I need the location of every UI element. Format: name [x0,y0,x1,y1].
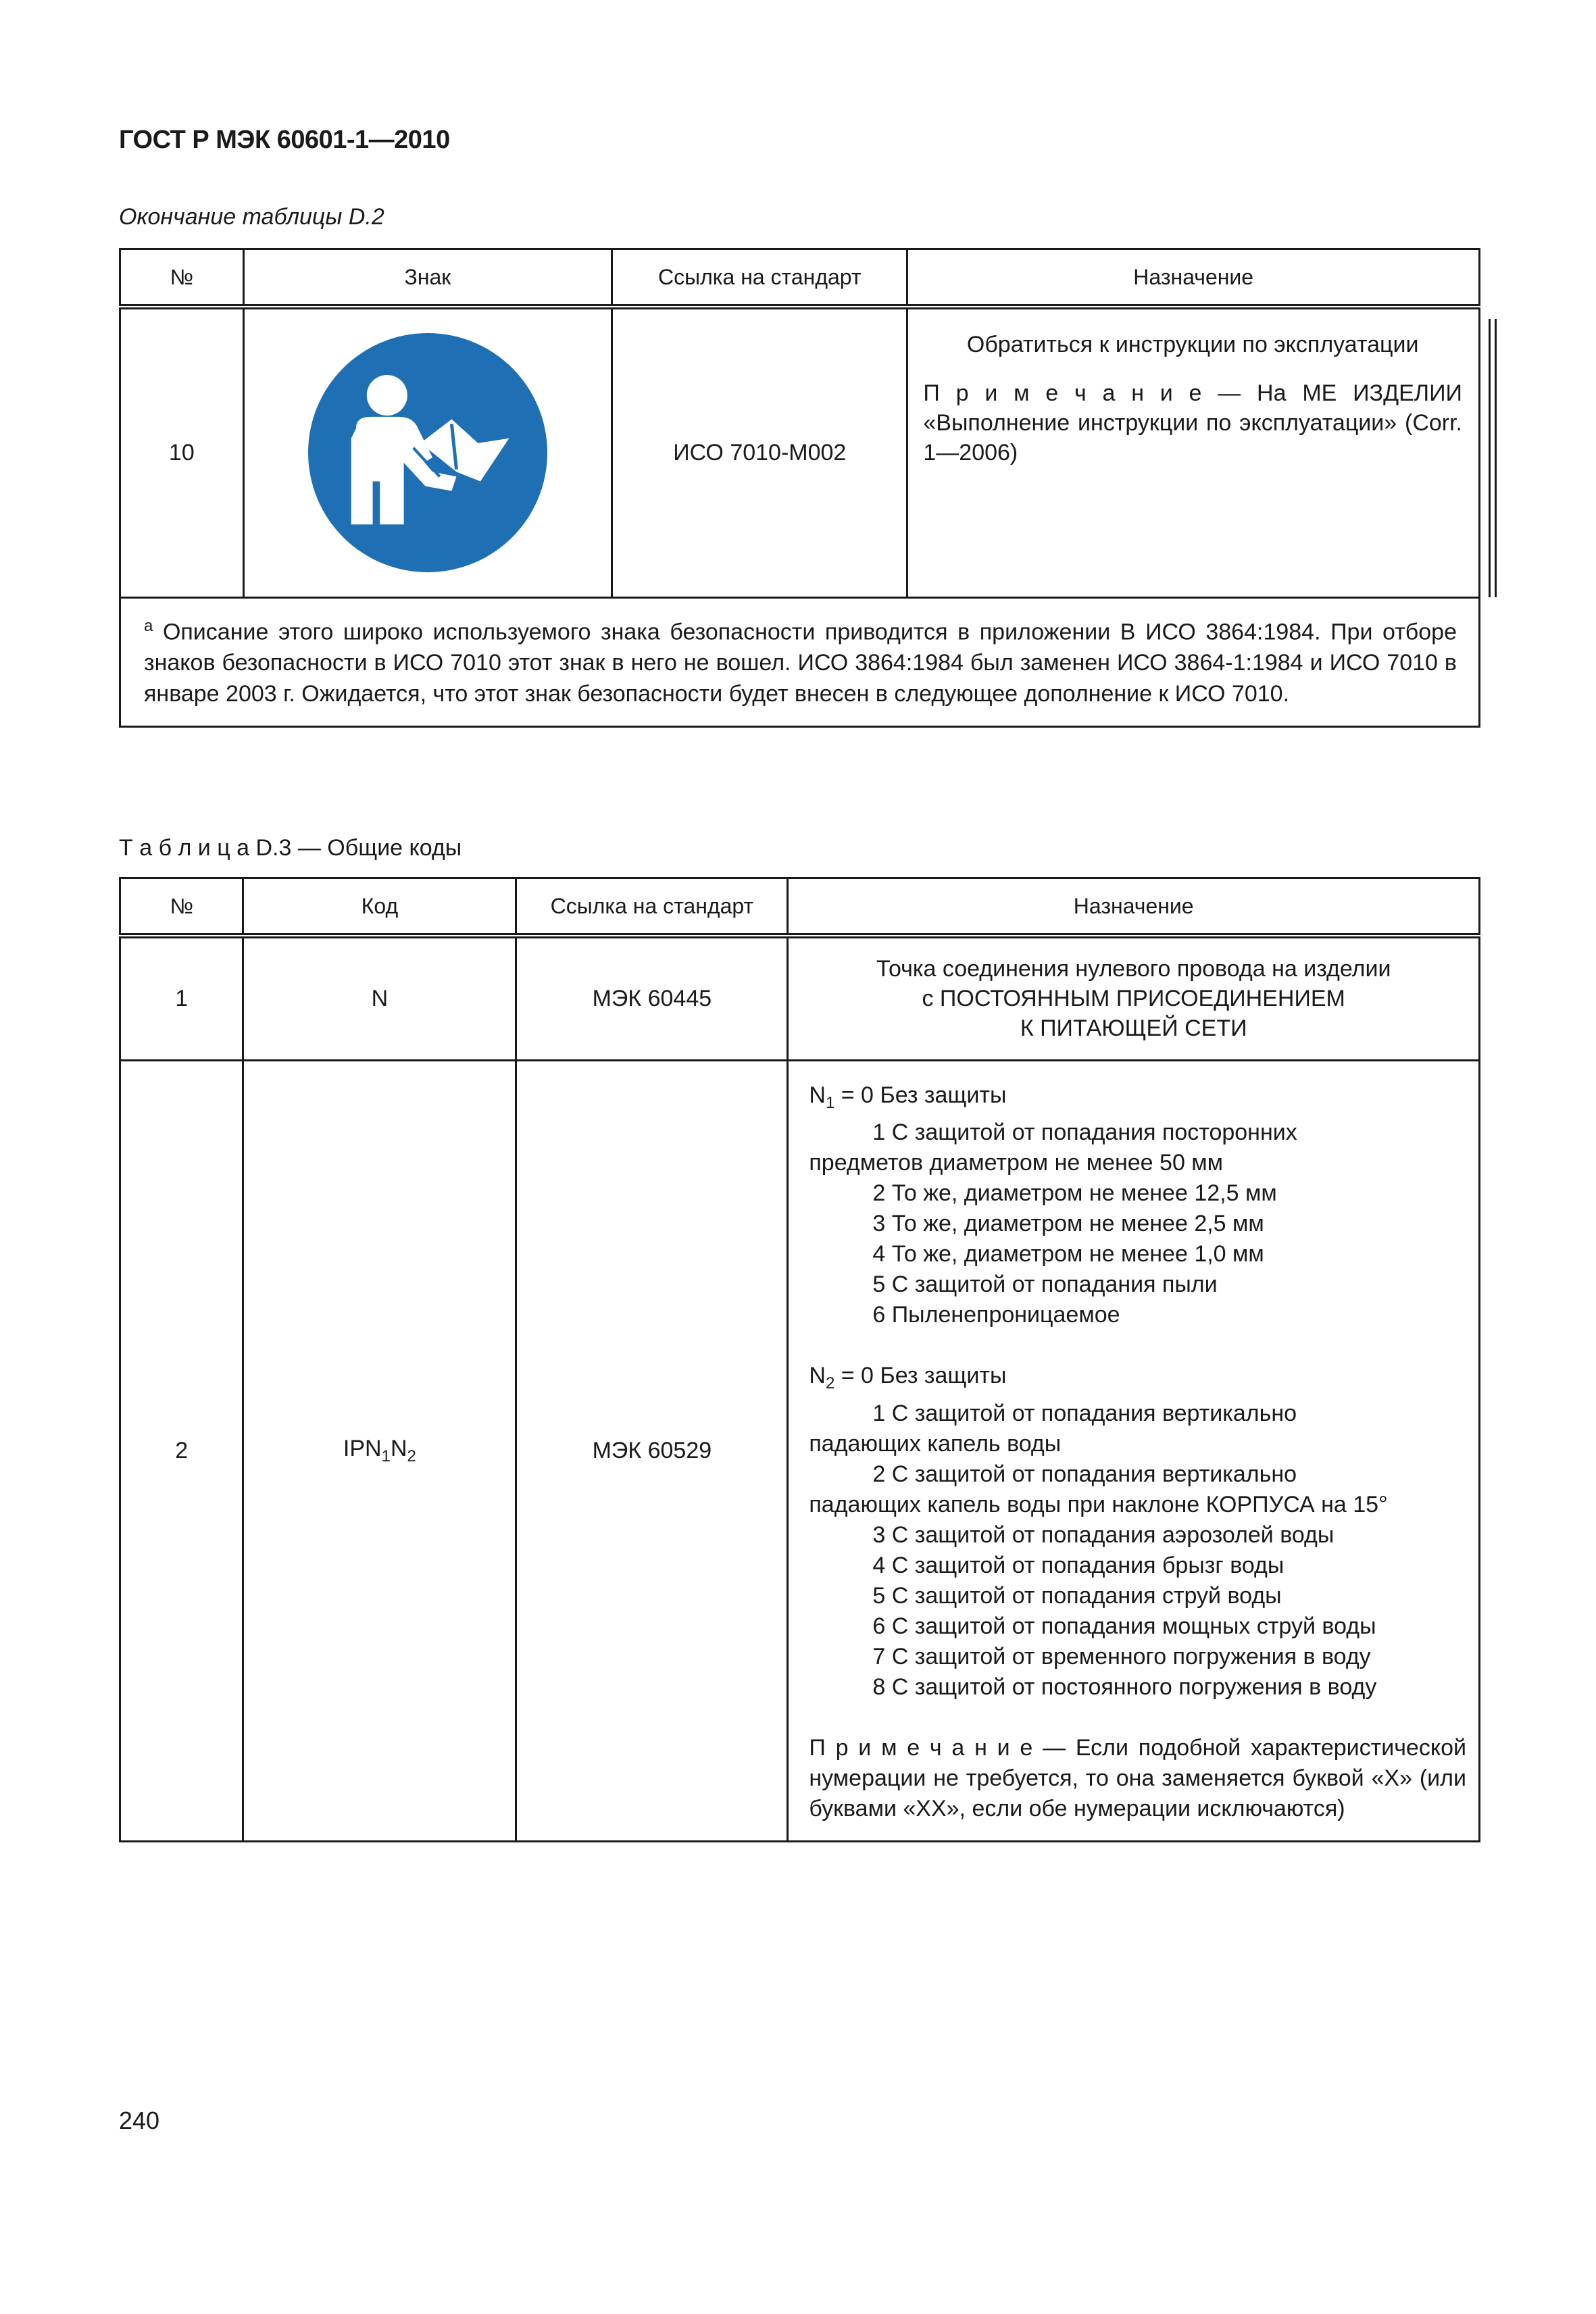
page-number: 240 [119,2107,160,2134]
col-header-num: № [120,878,243,936]
code-base: IPN [343,1435,382,1461]
table-d2 [119,248,1480,728]
reference-cell: МЭК 60529 [516,1060,788,1842]
purpose-text: Обратиться к инструкции по эксплуатации [966,332,1419,357]
col-header-num: № [120,249,244,307]
note-label: П р и м е ч а н и е [923,380,1202,406]
list-item: падающих капель воды при наклоне КОРПУСА на 15° [809,1492,1388,1518]
purpose-cell [907,307,1480,597]
code-letter: N [809,1082,826,1108]
purpose-line: с ПОСТОЯННЫМ ПРИСОЕДИНЕНИЕМ [922,986,1345,1012]
reference-cell: МЭК 60445 [516,936,788,1060]
note-text: — Если подобной характеристической нумерации не требуется, то она заменяется буквой «Х» (или буквами «ХХ», если обе нумерации исключаются) [809,1735,1466,1822]
row-num: 10 [120,307,244,597]
purpose-cell [788,1060,1480,1842]
footnote-mark: a [144,616,153,635]
change-bar [1495,319,1497,597]
list-item: 6 Пыленепроницаемое [872,1302,1120,1328]
code-n2-heading [809,1361,1466,1399]
col-header-purpose: Назначение [907,249,1480,307]
col-header-purpose: Назначение [788,878,1480,936]
table-d3 [119,877,1480,1842]
list-item: 3 То же, диаметром не менее 2,5 мм [872,1211,1264,1237]
code-text: = 0 Без защиты [834,1363,1007,1389]
row-num: 2 [120,1060,243,1842]
reference-cell: ИСО 7010-M002 [612,307,907,597]
note-label: П р и м е ч а н и е [809,1735,1033,1761]
list-item: падающих капель воды [809,1431,1062,1457]
purpose-line: Точка соединения нулевого провода на изделии [876,956,1391,982]
table-d2-caption: Окончание таблицы D.2 [119,204,384,230]
code-text: = 0 Без защиты [834,1082,1007,1108]
purpose-line: К ПИТАЮЩЕЙ СЕТИ [1020,1015,1247,1042]
list-item: предметов диаметром не менее 50 мм [809,1150,1224,1176]
list-item: 1 С защитой от попадания вертикально [872,1401,1297,1427]
list-item: 4 То же, диаметром не менее 1,0 мм [872,1241,1264,1267]
row-num: 1 [120,936,243,1060]
code-sub: 1 [825,1093,835,1112]
code-sub: 1 [381,1447,391,1465]
list-item: 4 С защитой от попадания брызг воды [872,1553,1285,1579]
table-d3-caption [119,835,462,861]
document-header: ГОСТ Р МЭК 60601-1—2010 [119,126,450,154]
change-bar [1489,319,1491,597]
list-item: 6 С защитой от попадания мощных струй воды [872,1613,1376,1640]
table-d3-caption-rest: D.3 — Общие коды [249,835,462,861]
list-item: 3 С защитой от попадания аэрозолей воды [872,1522,1335,1549]
list-item: 8 С защитой от постоянного погружения в воду [872,1674,1377,1701]
table-row [120,936,1480,1060]
code-cell: N [243,936,516,1060]
code-cell [243,1060,516,1842]
table-header-row [120,249,1480,307]
col-header-reference: Ссылка на стандарт [516,878,788,936]
code-sub: 2 [825,1374,835,1393]
code-sub: 2 [407,1447,416,1465]
table-header-row [120,878,1480,936]
list-item: 1 С защитой от попадания посторонних [872,1120,1297,1146]
code-letter: N [809,1363,826,1389]
purpose-cell [788,936,1480,1060]
footnote-text: Описание этого широко используемого знака безопасности приводится в приложении В ИСО 3864:1984. При отборе знаков безопасности в ИСО 7010 этот знак в него не вошел. ИСО 3864:1984 был заменен ИСО 3864-1:1984 и ИСО 7010 в январе 2003 г. Ожидается, что этот знак безопасности будет внесен в следующее дополнение к ИСО 7010. [144,618,1457,707]
note [923,378,1462,468]
col-header-sign: Знак [243,249,612,307]
list-item: 2 То же, диаметром не менее 12,5 мм [872,1180,1277,1207]
read-instructions-icon [308,333,547,572]
col-header-code: Код [243,878,516,936]
table-row [120,307,1480,597]
list-item: 7 С защитой от временного погружения в воду [872,1644,1371,1670]
footnote-row [120,597,1480,726]
footnote-cell [120,597,1480,726]
list-item: 2 С защитой от попадания вертикально [872,1461,1297,1488]
col-header-reference: Ссылка на стандарт [612,249,907,307]
table-d3-caption-prefix: Т а б л и ц а [119,835,250,861]
note [809,1733,1466,1824]
note-text: — На МЕ ИЗДЕЛИИ «Выполнение инструкции по эксплуатации» (Corr. 1—2006) [923,380,1462,466]
table-row [120,1060,1480,1842]
sign-cell [243,307,612,597]
code-n1-heading [809,1080,1466,1118]
list-item: 5 С защитой от попадания пыли [872,1272,1218,1298]
code-part: N [390,1435,407,1461]
list-item: 5 С защитой от попадания струй воды [872,1583,1282,1609]
